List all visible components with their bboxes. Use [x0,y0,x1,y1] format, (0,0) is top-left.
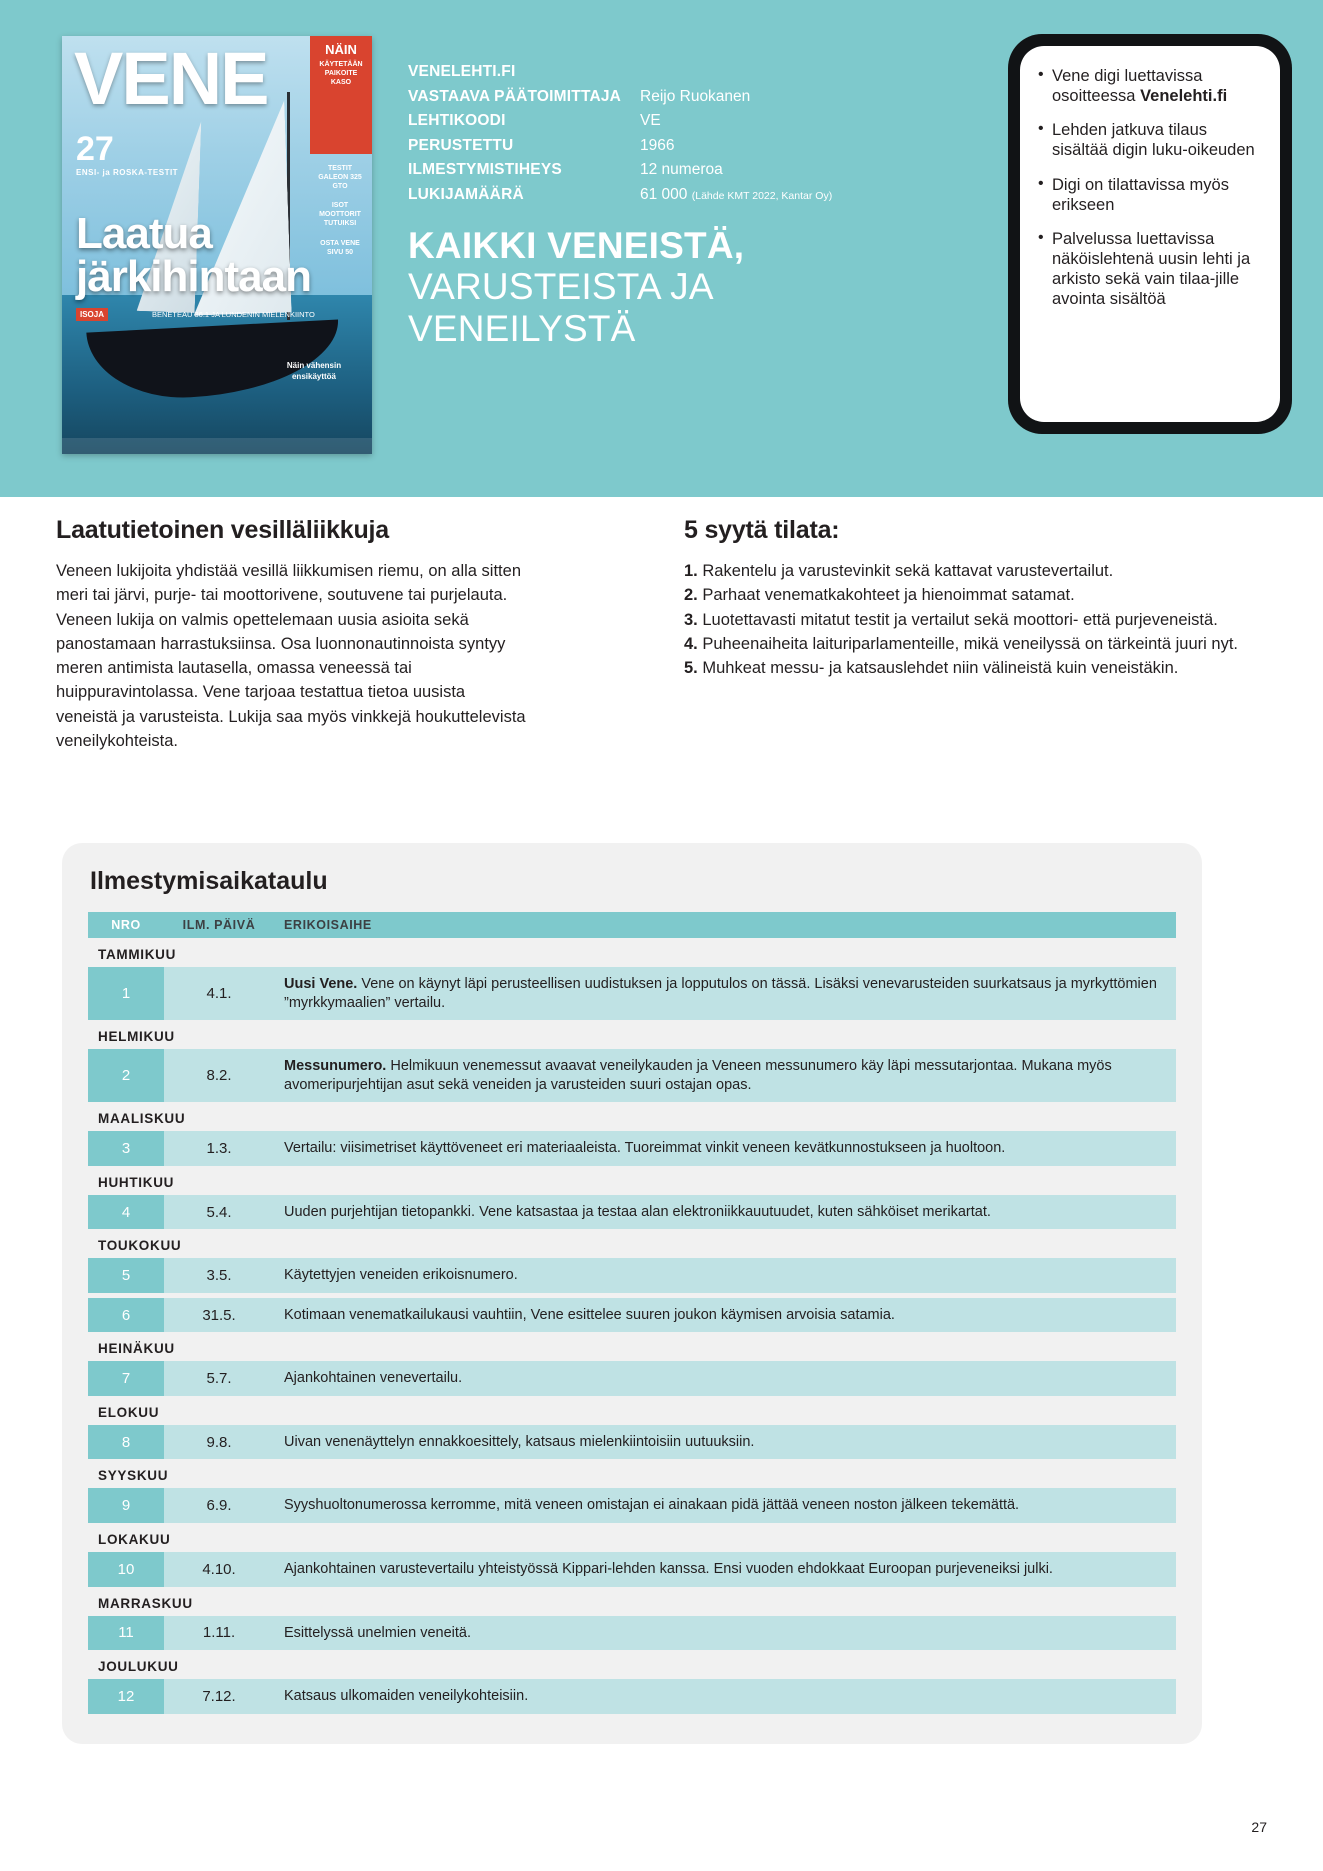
issue-number: 11 [88,1616,164,1651]
cover-issue-number [76,132,178,177]
meta-row [408,138,838,154]
month-label: HELMIKUU [98,1029,175,1045]
meta-value: VE [640,112,661,129]
table-row [88,1049,1176,1102]
issue-date: 6.9. [164,1488,274,1523]
month-label: TAMMIKUU [98,947,177,962]
hero-band [0,0,1323,497]
month-row [88,1650,1176,1679]
issue-number: 4 [88,1195,164,1230]
issue-topic: Vertailu: viisimetriset käyttöveneet eri materiaaleista. Tuoreimmat vinkit veneen kevätkunnostukseen ja huoltoon. [274,1131,1176,1166]
issue-date: 1.3. [164,1131,274,1166]
issue-topic-lead: Uusi Vene. [284,976,358,992]
bullet-text: Lehden jatkuva tilaus sisältää digin luku-oikeuden [1052,121,1255,160]
month-label: TOUKOKUU [98,1238,182,1254]
reason-number: 2. [684,586,698,605]
cover-subtag: ISOJA [76,308,108,321]
meta-row [408,187,838,203]
column-header-nro: NRO [88,912,164,938]
month-row [88,1020,1176,1049]
cover-side-item: OSTA VENE SIVU 50 [320,239,360,256]
issue-topic-lead: Messunumero. [284,1058,387,1075]
meta-value: 12 numeroa [640,161,723,178]
month-label: MARRASKUU [98,1595,193,1611]
list-item [684,632,1284,656]
issue-topic: Uivan venenäyttelyn ennakkoesittely, katsaus mielenkiintoisiin uutuuksiin. [274,1425,1176,1460]
issue-date: 5.7. [164,1361,274,1396]
issue-date: 4.1. [164,967,274,1020]
issue-number: 9 [88,1488,164,1523]
month-row [88,1523,1176,1552]
list-item [684,583,1284,607]
hero-headline [408,225,1048,349]
left-column-body: Veneen lukijoita yhdistää vesillä liikkumisen riemu, on alla sitten meri tai järvi, purje- tai moottorivene, soutuvene tai purjelauta. Veneen lukija on valmis opettelemaan uusia asioita sekä panostamaan harrastuksiinsa. Osa luonnonautinnoista syntyy meren antimista lautasella, omassa veneessä tai huippuravintolassa. Vene tarjoaa testattua tietoa uusista veneistä ja varusteista. Lukija saa myös vinkkejä houkuttelevista veneilykohteista. [56,562,526,750]
issue-topic: Uuden purjehtijan tietopankki. Vene katsastaa ja testaa alan elektroniikkauutuudet, kuten sähköiset merikartat. [274,1195,1176,1230]
page-number: 27 [1251,1819,1267,1835]
issue-number: 10 [88,1552,164,1587]
issue-date: 31.5. [164,1298,274,1333]
meta-label: ILMESTYMISTIHEYS [408,161,562,178]
issue-number: 1 [88,967,164,1020]
reason-number: 4. [684,634,698,653]
month-row [88,1587,1176,1616]
magazine-cover [62,36,372,454]
meta-row [408,162,838,178]
reasons-list [684,559,1284,680]
meta-value-source: (Lähde KMT 2022, Kantar Oy) [691,189,833,202]
cover-headline [76,209,311,302]
issue-number: 3 [88,1131,164,1166]
meta-label: PERUSTETTU [408,136,514,154]
month-row [88,1166,1176,1195]
reason-number: 3. [684,610,698,629]
reason-text: Puheenaiheita laituriparlamenteille, mikä veneilyssä on tärkeintä juuri nyt. [702,634,1238,653]
cover-bottom-bar [62,438,372,454]
meta-value-text: 61 000 [640,185,688,203]
issue-number: 12 [88,1679,164,1714]
hero-headline-bold: KAIKKI VENEISTÄ, [408,225,745,266]
meta-value [640,187,832,203]
list-item [1038,120,1264,160]
cover-side-items [314,164,366,267]
issue-number: 2 [88,1049,164,1102]
issue-number: 5 [88,1258,164,1293]
month-row [88,1396,1176,1425]
meta-label: LUKIJAMÄÄRÄ [408,185,524,203]
meta-value: 1966 [640,136,675,154]
meta-label: VENELEHTI.FI [408,63,516,80]
meta-label: VASTAAVA PÄÄTOIMITTAJA [408,87,622,105]
table-row [88,967,1176,1020]
issue-date: 1.11. [164,1616,274,1651]
hero-headline-line2: VARUSTEISTA JA [408,266,714,308]
schedule-card [62,843,1202,1744]
cover-corner-badge-title: NÄIN [325,42,357,57]
month-row [88,938,1176,967]
cover-bottom-note: Näin vähensin ensikäyttöä [286,361,342,381]
month-row [88,1102,1176,1131]
phone-screen [1020,46,1280,422]
issue-topic: Katsaus ulkomaiden veneilykohteisiin. [274,1679,1176,1714]
issue-date: 5.4. [164,1195,274,1230]
meta-label: LEHTIKOODI [408,112,506,129]
reason-text: Luotettavasti mitatut testit ja vertailut sekä moottori- että purjeveneistä. [702,610,1218,629]
table-row [88,1616,1176,1651]
reason-text: Parhaat venematkakohteet ja hienoimmat satamat. [702,586,1075,605]
meta-row [408,89,838,105]
cover-headline-line1: Laatua [76,209,212,258]
cover-masthead: VENE [74,37,268,120]
table-row [88,1298,1176,1333]
digital-benefits-list [1038,66,1264,309]
table-row [88,1488,1176,1523]
right-column [684,516,1284,680]
month-label: HEINÄKUU [98,1341,175,1357]
issue-topic: Syyshuoltonumerossa kerromme, mitä veneen omistajan ei ainakaan pidä jättää veneen noston jälkeen tekemättä. [274,1488,1176,1523]
bullet-text: Vene digi luettavissa osoitteessa [1052,67,1203,106]
list-item [1038,175,1264,215]
left-column [56,516,526,753]
month-row [88,1229,1176,1258]
magazine-meta-list [408,64,838,211]
reason-number: 1. [684,562,698,580]
issue-date: 3.5. [164,1258,274,1293]
issue-topic: Käytettyjen veneiden erikoisnumero. [274,1258,1176,1293]
reason-text: Muhkeat messu- ja katsauslehdet niin välineistä kuin veneistäkin. [702,659,1179,677]
cover-subtext: BENETEAU 36.1 JA LUNDENIN MIELENKIINTO [152,310,315,319]
cover-issue-number-value: 27 [76,130,114,168]
list-item [684,656,1284,680]
table-header-row [88,912,1176,938]
table-row [88,1552,1176,1587]
table-row [88,1258,1176,1293]
column-header-date: ILM. PÄIVÄ [164,912,274,938]
month-label: HUHTIKUU [98,1174,175,1190]
month-label: JOULUKUU [98,1659,179,1675]
issue-number: 7 [88,1361,164,1396]
issue-number: 6 [88,1298,164,1333]
issue-topic: Esittelyssä unelmien veneitä. [274,1616,1176,1651]
reason-text: Rakentelu ja varustevinkit sekä kattavat varustevertailut. [702,562,1114,580]
column-header-topic: ERIKOISAIHE [274,912,1176,938]
month-row [88,1459,1176,1488]
list-item [684,608,1284,632]
issue-topic: Ajankohtainen varustevertailu yhteistyössä Kippari-lehden kanssa. Ensi vuoden ehdokkaat Euroopan purjeveneiksi julki. [274,1552,1176,1587]
meta-row [408,113,838,129]
issue-topic: Ajankohtainen venevertailu. [274,1361,1176,1396]
month-label: MAALISKUU [98,1111,186,1127]
hero-headline-line3: VENEILYSTÄ [408,307,636,349]
issue-date: 7.12. [164,1679,274,1714]
bullet-bold: Venelehti.fi [1140,87,1228,106]
right-column-heading: 5 syytä tilata: [684,516,840,544]
issue-date: 8.2. [164,1049,274,1102]
month-label: ELOKUU [98,1404,160,1420]
list-item [1038,229,1264,310]
bullet-text: Digi on tilattavissa myös erikseen [1052,175,1229,214]
schedule-title: Ilmestymisaikataulu [90,867,328,895]
phone-mockup [1008,34,1292,434]
issue-topic: Uusi Vene. Vene on käynyt läpi perusteellisen uudistuksen ja lopputulos on tässä. Lisäksi venevarusteiden suurkatsaus ja myrkyttömien ”myrkkymaalien” vertailu. [274,967,1176,1020]
list-item [1038,66,1264,106]
issue-topic: Kotimaan venematkailukausi vauhtiin, Vene esittelee suuren joukon käymisen arvoisia satamia. [274,1298,1176,1333]
bullet-text: Palvelussa luettavissa näköislehtenä uusin lehti ja arkisto sekä vain tilaa-jille avointa sisältöä [1052,229,1251,309]
issue-number: 8 [88,1425,164,1460]
cover-side-item: ISOT MOOTTORIT TUTUIKSI [319,202,361,228]
table-row [88,1425,1176,1460]
cover-corner-badge-text: KÄYTETÄÄN PAIKOITE KASO [319,61,363,86]
cover-headline-line2: järkihintaan [76,252,311,302]
cover-side-item: TESTIT GALEON 325 GTO [318,165,362,191]
issue-date: 4.10. [164,1552,274,1587]
month-label: LOKAKUU [98,1532,171,1548]
meta-value: Reijo Ruokanen [640,87,751,105]
table-row [88,1195,1176,1230]
cover-issue-caption: ENSI- ja ROSKA-TESTIT [76,168,179,177]
schedule-table [88,912,1176,1714]
issue-date: 9.8. [164,1425,274,1460]
table-row [88,1131,1176,1166]
table-row [88,1679,1176,1714]
left-column-heading: Laatutietoinen vesilläliikkuja [56,516,390,544]
list-item [684,559,1284,583]
reason-number: 5. [684,659,698,677]
table-row [88,1361,1176,1396]
cover-corner-badge [310,36,372,154]
month-row [88,1332,1176,1361]
issue-topic: Messunumero. Helmikuun venemessut avaavat veneilykauden ja Veneen messunumero käy läpi messutarjontaa. Mukana myös avomeripurjehtijan asut sekä veneiden ja varusteiden suuri ostajan opas. [274,1049,1176,1102]
meta-row [408,64,838,80]
month-label: SYYSKUU [98,1468,169,1484]
